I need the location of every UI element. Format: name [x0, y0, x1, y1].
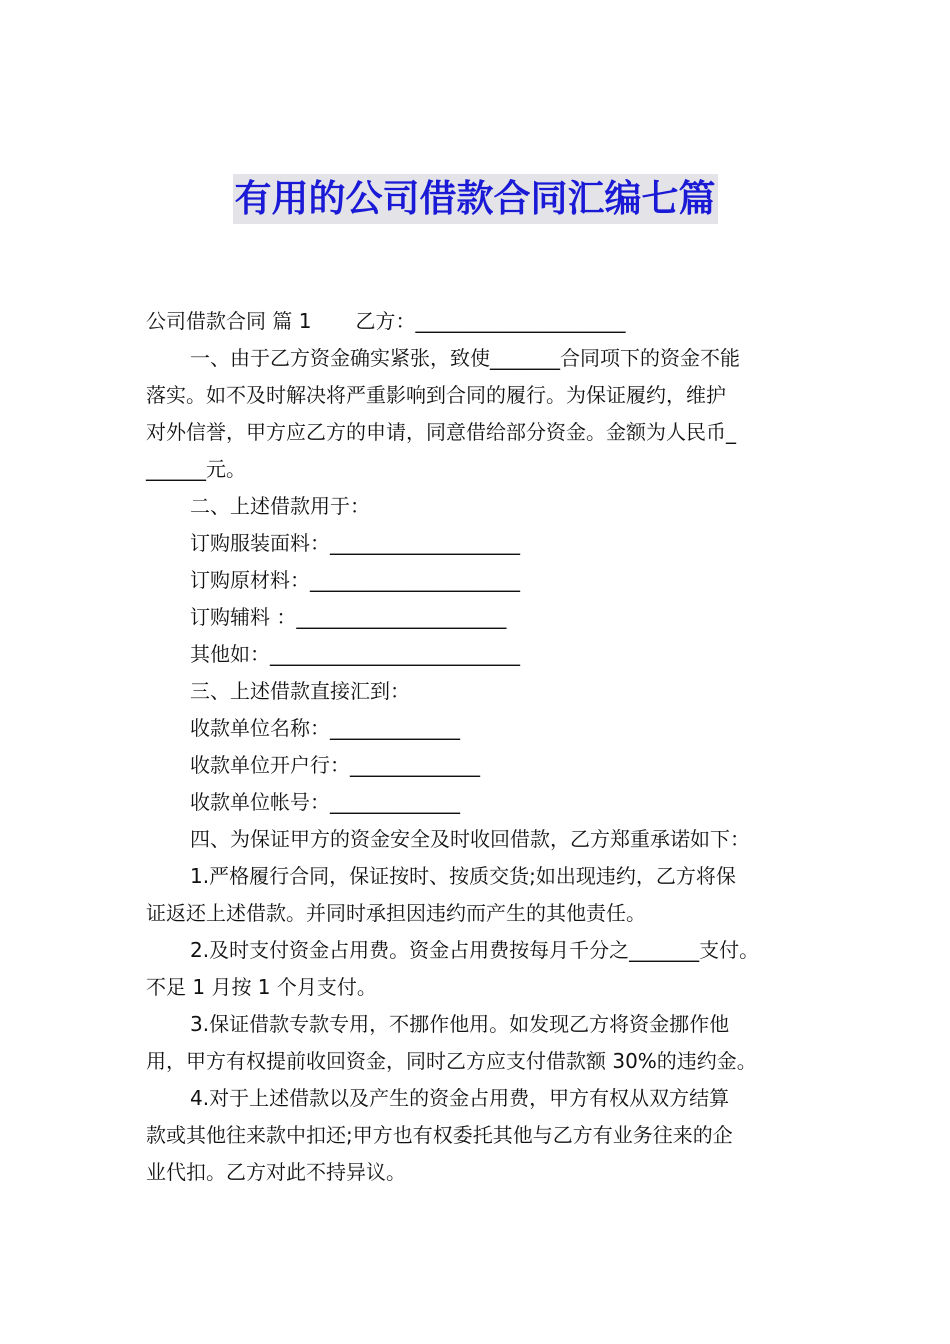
paragraph-line: 1.严格履行合同，保证按时、按质交货;如出现违约，乙方将保	[190, 864, 736, 888]
form-field-line: 订购辅料 ：_____________________	[190, 605, 507, 629]
section-heading: 三、上述借款直接汇到：	[190, 679, 410, 703]
paragraph-line: 业代扣。乙方对此不持异议。	[146, 1160, 406, 1184]
document-body	[146, 303, 826, 1191]
paragraph-line: 用，甲方有权提前收回资金，同时乙方应支付借款额 30%的违约金。	[146, 1049, 757, 1073]
form-field-line: 订购原材料：_____________________	[190, 568, 520, 592]
contract-heading: 公司借款合同 篇 1	[146, 309, 312, 333]
paragraph-line: 3.保证借款专款专用，不挪作他用。如发现乙方将资金挪作他	[190, 1012, 730, 1036]
paragraph-line: 证返还上述借款。并同时承担因违约而产生的其他责任。	[146, 901, 646, 925]
contract-heading-line	[146, 303, 826, 340]
paragraph-line: 不足 1 月按 1 个月支付。	[146, 975, 377, 999]
document-title: 有用的公司借款合同汇编七篇	[233, 174, 718, 224]
paragraph-line: 落实。如不及时解决将严重影响到合同的履行。为保证履约，维护	[146, 383, 726, 407]
section-heading: 四、为保证甲方的资金安全及时收回借款，乙方郑重承诺如下：	[190, 827, 750, 851]
paragraph-line: 4.对于上述借款以及产生的资金占用费，甲方有权从双方结算	[190, 1086, 730, 1110]
form-field-line: 其他如：_________________________	[190, 642, 520, 666]
party-b-field: 乙方：_____________________	[355, 309, 626, 333]
paragraph-line: 2.及时支付资金占用费。资金占用费按每月千分之_______支付。	[190, 938, 760, 962]
form-field-line: 收款单位开户行：_____________	[190, 753, 480, 777]
paragraph-line: ______元。	[146, 457, 246, 481]
form-field-line: 收款单位名称：_____________	[190, 716, 460, 740]
paragraph-line: 款或其他往来款中扣还;甲方也有权委托其他与乙方有业务往来的企	[146, 1123, 733, 1147]
section-heading: 二、上述借款用于：	[190, 494, 370, 518]
form-field-line: 收款单位帐号：_____________	[190, 790, 460, 814]
form-field-line: 订购服装面料：___________________	[190, 531, 520, 555]
paragraph-line: 一、由于乙方资金确实紧张，致使_______合同项下的资金不能	[190, 346, 740, 370]
title-container	[0, 174, 950, 224]
paragraph-line: 对外信誉，甲方应乙方的申请，同意借给部分资金。金额为人民币_	[146, 420, 736, 444]
